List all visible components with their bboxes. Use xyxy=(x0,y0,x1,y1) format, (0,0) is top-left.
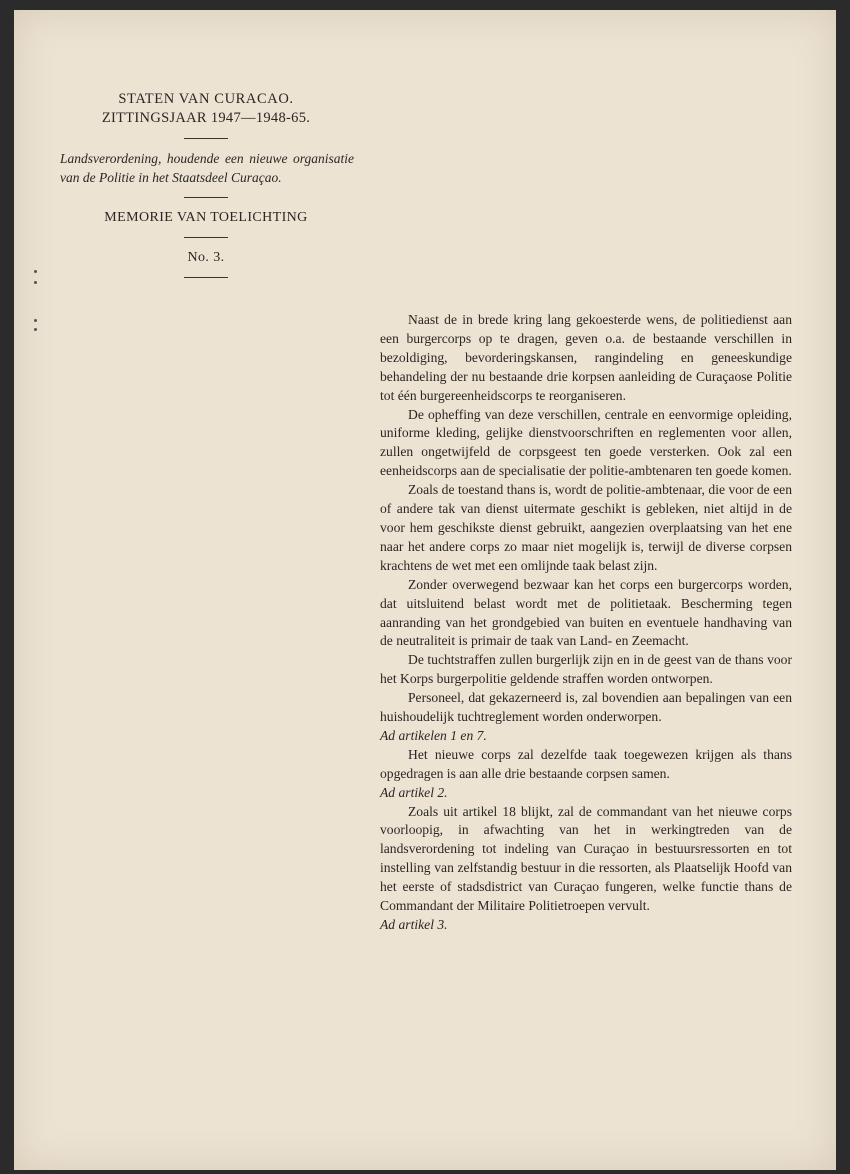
issuer-heading: STATEN VAN CURACAO. xyxy=(118,91,294,107)
paragraph: De opheffing van deze verschillen, centrale en eenvormige opleiding, uniforme kleding, gelijke dienstvoorschriften en reglementen voor allen, zullen ongetwijfeld de corpsgeest ten goede versterken. Ook zal een eenheidscorps aan de specialisatie der politie-ambtenaren ten goede komen. xyxy=(380,406,792,479)
memo-heading: MEMORIE VAN TOELICHTING xyxy=(104,210,308,225)
paragraph: Het nieuwe corps zal dezelfde taak toegewezen krijgen als thans opgedragen is aan alle drie bestaande corpsen samen. xyxy=(380,746,792,781)
article-heading: Ad artikel 3. xyxy=(380,917,448,932)
divider xyxy=(184,277,228,278)
memo-body xyxy=(380,311,792,935)
paragraph: Personeel, dat gekazerneerd is, zal bovendien aan bepalingen van een huishoudelijk tuchtreglement worden onderworpen. xyxy=(380,690,792,725)
divider xyxy=(184,237,228,238)
paragraph: Zonder overwegend bezwaar kan het corps een burgercorps worden, dat uitsluitend belast wordt met de politietaak. Bescherming tegen aanranding van het grondgebied van buiten en eventuele handhaving van de neutraliteit is primair de taak van Land- en Zeemacht. xyxy=(380,576,792,649)
paragraph: Naast de in brede kring lang gekoesterde wens, de politiedienst aan een burgercorps op te dragen, geven o.a. de bestaande verschillen in bezoldiging, bevorderingskansen, rangindeling en geneeskundige behandeling der nu bestaande drie korpsen aanleiding de Curaçaose Politie tot één burgereenheidscorps te reorganiseren. xyxy=(380,312,792,403)
punch-mark xyxy=(34,328,37,331)
paragraph: De tuchtstraffen zullen burgerlijk zijn en in de geest van de thans voor het Korps burgerpolitie geldende straffen worden ontworpen. xyxy=(380,652,792,687)
punch-mark xyxy=(34,281,37,284)
divider xyxy=(184,197,228,198)
punch-mark xyxy=(34,319,37,322)
ordinance-title: Landsverordening, houdende een nieuwe organisatie van de Politie in het Staatsdeel Curaçao. xyxy=(60,151,354,185)
document-header xyxy=(56,90,356,288)
session-year: ZITTINGSJAAR 1947—1948-65. xyxy=(101,110,311,126)
paragraph: Zoals uit artikel 18 blijkt, zal de commandant van het nieuwe corps voorloopig, in afwachting van het in werkingtreden van de landsverordening tot indeling van Curaçao in bestuursressorten en tot instelling van zelfstandig bestuur in die ressorten, als Plaatselijk Hoofd van het eerste of stadsdistrict van Curaçao fungeren, welke functie thans de Commandant der Militaire Politietroepen vervult. xyxy=(380,803,792,914)
document-number: No. 3. xyxy=(187,250,225,265)
article-heading: Ad artikelen 1 en 7. xyxy=(380,727,487,743)
paragraph: Zoals de toestand thans is, wordt de politie-ambtenaar, die voor de een of andere tak van dienst uitermate geschikt is gebleken, niet altijd in de voor hem geschikste dienst gebruikt, aangezien overplaatsing van het ene naar het andere corps zo maar niet mogelijk is, terwijl de diverse corpsen krachtens de wet met een omlijnde taak belast zijn. xyxy=(380,482,792,573)
divider xyxy=(184,138,228,139)
document-page xyxy=(14,10,836,1170)
punch-mark xyxy=(34,270,37,273)
article-heading: Ad artikel 2. xyxy=(380,784,448,800)
